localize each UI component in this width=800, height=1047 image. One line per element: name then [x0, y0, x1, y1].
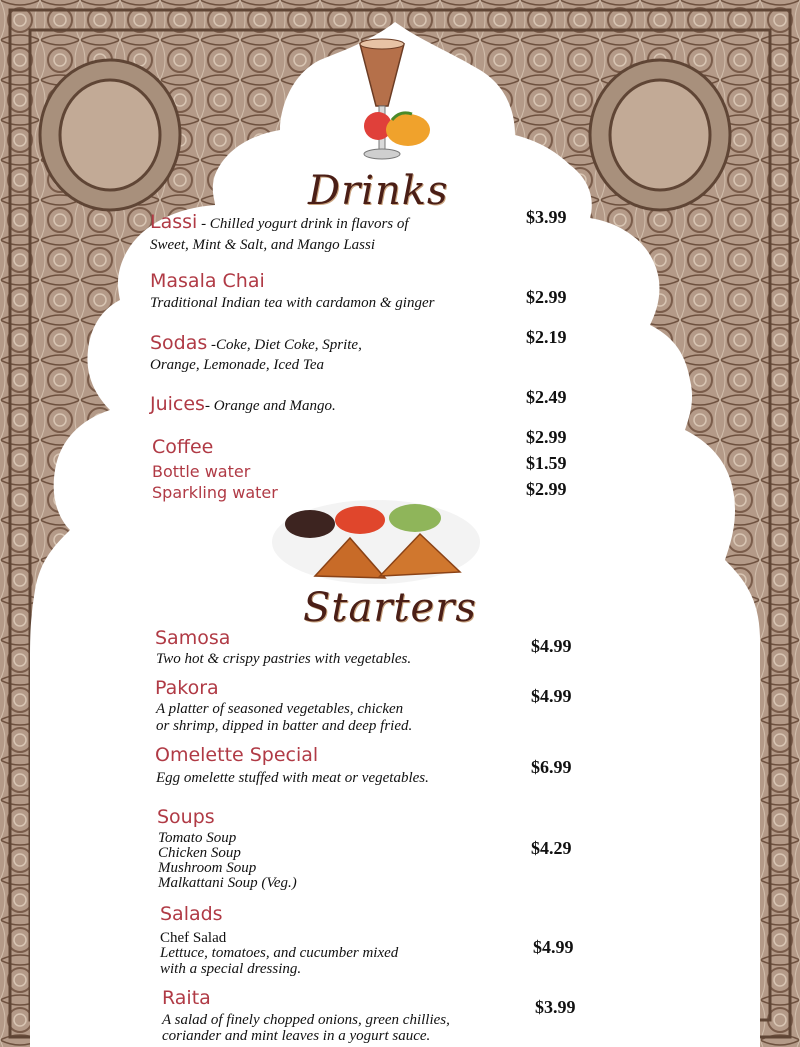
- sparkling-water-price: $2.99: [526, 479, 567, 499]
- omelette-desc: Egg omelette stuffed with meat or vegetables.: [156, 770, 429, 786]
- sodas-price: $2.19: [526, 327, 567, 347]
- juices-price: $2.49: [526, 387, 567, 407]
- masala-chai-price: $2.99: [526, 287, 567, 307]
- pakora-desc: A platter of seasoned vegetables, chicken or shrimp, dipped in batter and deep fried.: [156, 701, 413, 734]
- drinks-heading: Drinks: [308, 168, 449, 214]
- raita-price: $3.99: [535, 997, 576, 1017]
- lassi-price: $3.99: [526, 207, 567, 227]
- masala-chai-name: Masala Chai: [150, 270, 265, 292]
- samosa-name: Samosa: [155, 627, 231, 649]
- item-desc: - Orange and Mango.: [204, 398, 336, 414]
- sodas-desc-2: Orange, Lemonade, Iced Tea: [150, 357, 325, 373]
- menu-item-sodas: [150, 332, 362, 354]
- bottle-water-name: Bottle water: [152, 462, 251, 481]
- coffee-name: Coffee: [152, 436, 214, 458]
- starters-heading: Starters: [303, 585, 477, 631]
- coffee-price: $2.99: [526, 427, 567, 447]
- salads-desc: Lettuce, tomatoes, and cucumber mixed with a special dressing.: [160, 945, 399, 977]
- soups-price: $4.29: [531, 838, 572, 858]
- samosa-price: $4.99: [531, 636, 572, 656]
- salads-name: Salads: [160, 903, 223, 925]
- raita-name: Raita: [162, 987, 211, 1009]
- omelette-name: Omelette Special: [155, 744, 319, 766]
- menu-item-juices: [150, 393, 336, 415]
- item-name: Juices: [150, 393, 205, 415]
- soups-items: Tomato Soup Chicken Soup Mushroom Soup Malkattani Soup (Veg.): [158, 830, 297, 891]
- item-name: Sodas: [150, 332, 208, 354]
- raita-desc: A salad of finely chopped onions, green chillies, coriander and mint leaves in a yogurt sauce.: [162, 1012, 450, 1044]
- item-desc: - Chilled yogurt drink in flavors of: [197, 216, 409, 232]
- item-desc: -Coke, Diet Coke, Sprite,: [207, 337, 362, 353]
- lassi-desc-2: Sweet, Mint & Salt, and Mango Lassi: [150, 237, 375, 253]
- menu-item-lassi: [150, 211, 409, 233]
- pakora-price: $4.99: [531, 686, 572, 706]
- masala-chai-desc: Traditional Indian tea with cardamon & ginger: [150, 295, 435, 311]
- samosa-desc: Two hot & crispy pastries with vegetables.: [156, 651, 412, 667]
- salads-price: $4.99: [533, 937, 574, 957]
- soups-name: Soups: [157, 806, 215, 828]
- item-name: Lassi: [150, 211, 198, 233]
- pakora-name: Pakora: [155, 677, 219, 699]
- bottle-water-price: $1.59: [526, 453, 567, 473]
- sparkling-water-name: Sparkling water: [152, 483, 278, 502]
- omelette-price: $6.99: [531, 757, 572, 777]
- salads-item: Chef Salad: [160, 930, 227, 946]
